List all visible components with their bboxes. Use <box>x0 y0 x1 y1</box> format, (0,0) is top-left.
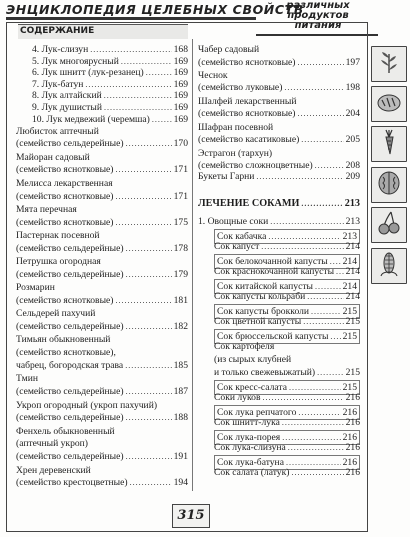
toc-entry-line <box>16 126 188 139</box>
toc-entry <box>32 114 188 127</box>
toc-entry-text: Сок кабачка <box>217 230 267 242</box>
toc-entry-line <box>214 442 360 455</box>
toc-page-number: 214 <box>342 255 357 267</box>
toc-entry <box>198 148 360 174</box>
toc-entry <box>16 465 188 491</box>
toc-entry-text: Сок салата (латук) <box>214 467 290 478</box>
toc-entry <box>16 400 188 426</box>
dot-leader <box>297 108 343 121</box>
toc-entry-text: Сок лука-слизуна <box>214 442 286 453</box>
dot-leader <box>262 392 343 405</box>
toc-page-number: 179 <box>173 268 188 280</box>
toc-entry-text: Сок брюссельской капусты <box>217 330 329 342</box>
walnut-icon <box>375 169 403 202</box>
toc-entry <box>198 171 360 184</box>
section-tab <box>371 207 407 243</box>
toc-entry <box>198 198 360 211</box>
dot-leader <box>270 216 343 229</box>
toc-entry-line <box>16 308 188 321</box>
toc-entry-line <box>16 321 188 334</box>
toc-page-number: 175 <box>173 216 188 228</box>
toc-entry <box>16 282 188 308</box>
column-divider <box>192 39 193 491</box>
toc-entry <box>16 230 188 256</box>
toc-entry-text: (семейство яснотковые) <box>16 216 114 228</box>
toc-page-number: 214 <box>345 241 360 252</box>
toc-entry-text: Тмин <box>16 373 38 384</box>
toc-entry-text: и только свежевыжатый) <box>214 366 316 378</box>
toc-entry-line <box>214 354 360 367</box>
toc-entry-line <box>16 191 188 204</box>
toc-entry-line <box>16 256 188 269</box>
toc-entry <box>214 467 360 480</box>
toc-entry-text: (семейство сельдерейные) <box>16 138 124 150</box>
toc-entry-text: (семейство сельдерейные) <box>16 412 124 424</box>
toc-entry-line <box>16 477 188 490</box>
section-tab <box>371 46 407 82</box>
corn-cob-icon <box>375 250 403 283</box>
dot-leader <box>115 164 171 177</box>
toc-entry-text: 7. Лук-батун <box>32 78 84 90</box>
toc-entry-line <box>16 451 188 464</box>
section-tab <box>371 86 407 122</box>
toc-entry <box>16 152 188 178</box>
toc-entry-line <box>16 386 188 399</box>
toc-entry-line <box>16 412 188 425</box>
toc-entry-line <box>214 266 360 279</box>
toc-entry-text: (из сырых клубней <box>214 353 292 365</box>
toc-entry <box>198 216 360 229</box>
toc-page-number: 216 <box>345 442 360 453</box>
toc-entry-text: (семейство сельдерейные) <box>16 320 124 332</box>
toc-entry <box>214 442 360 455</box>
toc-entry-text: 5. Лук многоярусный <box>32 55 119 67</box>
toc-entry <box>198 44 360 70</box>
toc-entry-text: 8. Лук алтайский <box>32 90 102 102</box>
toc-entry-line <box>16 269 188 282</box>
toc-entry-text: Сок капусты брокколи <box>217 305 310 317</box>
carrot-icon <box>375 128 403 161</box>
toc-page-number: 182 <box>173 320 188 332</box>
toc-entry <box>214 291 360 304</box>
cherries-icon <box>375 209 403 242</box>
dot-leader <box>288 442 344 455</box>
toc-entry-line <box>16 164 188 177</box>
toc-entry-line <box>198 134 360 147</box>
toc-page-number: 191 <box>173 451 188 463</box>
toc-entry <box>16 178 188 204</box>
toc-entry-text: Майоран садовый <box>16 151 90 163</box>
toc-entry-line <box>16 217 188 230</box>
toc-entry-text: Чеснок <box>198 69 228 81</box>
toc-entry-text: (аптечный укроп) <box>16 438 88 450</box>
toc-page-number: 169 <box>173 113 188 125</box>
toc-entry-line <box>16 204 188 217</box>
toc-page-number: 187 <box>173 385 188 397</box>
toc-entry-text: Сок шнитт-лука <box>214 417 280 428</box>
toc-entry-text: (семейство луковые) <box>198 82 283 94</box>
toc-entry-text: Эстрагон (тархун) <box>198 147 273 159</box>
toc-entry-text: Тимьян обыкновенный <box>16 334 111 345</box>
toc-entry <box>16 204 188 230</box>
toc-entry-text: Сок картофеля <box>214 341 275 352</box>
toc-page-number: 215 <box>342 330 357 342</box>
dot-leader <box>126 269 172 282</box>
page-number: 315 <box>172 504 210 528</box>
toc-entry-line <box>214 367 360 380</box>
header-rule <box>6 17 256 20</box>
toc-entry <box>214 392 360 405</box>
toc-page-number: 215 <box>345 366 360 378</box>
toc-entry <box>16 334 188 372</box>
toc-entry-line <box>16 178 188 191</box>
toc-entry-text: Любисток аптечный <box>16 125 99 137</box>
toc-entry-text: Сок капуст <box>214 241 260 252</box>
toc-entry-line <box>198 122 360 135</box>
toc-entry-text: Сок краснокочанной капусты <box>214 266 335 277</box>
toc-entry-text: (семейство яснотковые) <box>16 190 114 202</box>
toc-entry-text: (семейство яснотковые) <box>16 164 114 176</box>
toc-page-number: 169 <box>173 67 188 79</box>
header-title: ЭНЦИКЛОПЕДИЯ ЦЕЛЕБНЫХ СВОЙСТВ <box>6 2 304 17</box>
dot-leader <box>126 138 172 151</box>
toc-entry <box>16 126 188 152</box>
toc-entry-line <box>16 152 188 165</box>
toc-page-number: 171 <box>173 190 188 202</box>
dot-leader <box>125 360 171 373</box>
toc-entry-line <box>16 230 188 243</box>
toc-page-number: 208 <box>345 160 360 172</box>
dot-leader <box>126 321 172 334</box>
section-tab <box>371 126 407 162</box>
toc-entry-text: Сок лука-порея <box>217 431 281 443</box>
toc-entry-line <box>198 82 360 95</box>
toc-entry-text: (семейство касатиковые) <box>198 134 300 146</box>
toc-entry-line <box>16 282 188 295</box>
dot-leader <box>115 191 171 204</box>
toc-entry-line <box>198 216 360 229</box>
dot-leader <box>301 198 342 211</box>
dot-leader <box>336 266 344 279</box>
toc-page-number: 215 <box>342 305 357 317</box>
herb-sprig-icon <box>375 48 403 81</box>
toc-page-number: 216 <box>345 417 360 428</box>
toc-entry-line <box>214 291 360 304</box>
dot-leader <box>301 134 343 147</box>
toc-entry-text: 4. Лук-слизун <box>32 44 89 55</box>
toc-page-number: 169 <box>173 102 188 113</box>
toc-page-number: 205 <box>345 134 360 146</box>
dot-leader <box>297 57 343 70</box>
toc-entry-line <box>214 241 360 254</box>
toc-page-number: 216 <box>342 431 357 443</box>
toc-entry <box>16 256 188 282</box>
toc-entry-text: Сок цветной капусты <box>214 316 302 327</box>
dot-leader <box>256 171 343 184</box>
toc-entry-text: (семейство яснотковые), <box>16 346 116 358</box>
toc-entry-text: Сок белокочанной капусты <box>217 255 328 267</box>
toc-entry-line <box>198 44 360 57</box>
toc-entry-text: (семейство крестоцветные) <box>16 477 128 489</box>
toc-entry-text: Мята перечная <box>16 203 77 215</box>
section-tab <box>371 167 407 203</box>
toc-entry-text: (семейство яснотковые) <box>198 108 296 120</box>
toc-page-number: 169 <box>173 78 188 90</box>
toc-entry-line <box>214 341 360 354</box>
toc-entry-line <box>16 295 188 308</box>
toc-entry-text: (семейство яснотковые) <box>16 294 114 306</box>
toc-page-number: 216 <box>345 392 360 403</box>
toc-entry-line <box>214 392 360 405</box>
toc-entry-text: (семейство сельдерейные) <box>16 268 124 280</box>
toc-entry-line <box>198 96 360 109</box>
header-subtitle-line2: питания <box>294 20 342 31</box>
dot-leader <box>261 241 343 254</box>
toc-entry <box>198 96 360 122</box>
toc-entry-line <box>16 400 188 413</box>
toc-entry-text: Пастернак посевной <box>16 229 100 241</box>
header-subtitle-line1: различных продуктов <box>286 0 350 21</box>
toc-page-number: 198 <box>345 82 360 94</box>
toc-entry-text: 6. Лук шнитт (лук-резанец) <box>32 67 144 79</box>
toc-entry-text: чабрец, богородская трава <box>16 359 124 371</box>
toc-entry <box>198 122 360 148</box>
toc-entry-line <box>16 334 188 347</box>
toc-entry-text: Чабер садовый <box>198 44 260 55</box>
toc-entry-text: Сок капусты кольраби <box>214 291 306 302</box>
dot-leader <box>115 217 171 230</box>
toc-page-number: 169 <box>173 55 188 67</box>
dot-leader <box>130 477 172 490</box>
dot-leader <box>291 467 343 480</box>
toc-entry-text: Фенхель обыкновенный <box>16 425 115 437</box>
dot-leader <box>303 316 343 329</box>
toc-entry-text: Мелисса лекарственная <box>16 177 113 189</box>
toc-entry-text: 10. Лук медвежий (черемша) <box>32 113 150 125</box>
dot-leader <box>126 243 172 256</box>
bread-loaf-icon <box>375 88 403 121</box>
toc-entry-text: ЛЕЧЕНИЕ СОКАМИ <box>198 198 300 209</box>
toc-entry-text: Сок китайской капусты <box>217 280 313 292</box>
toc-entry-text: (семейство яснотковые) <box>198 56 296 68</box>
toc-entry-text: Сок лука репчатого <box>217 406 297 418</box>
toc-page-number: 213 <box>345 215 360 227</box>
toc-page-number: 213 <box>342 230 357 242</box>
dot-leader <box>126 451 172 464</box>
toc-entry-text: Соки луков <box>214 392 261 403</box>
toc-entry-text: (семейство сельдерейные) <box>16 385 124 397</box>
dot-leader <box>126 386 172 399</box>
toc-page-number: 209 <box>345 170 360 182</box>
toc-entry-text: 1. Овощные соки <box>198 215 269 227</box>
toc-entry-line <box>198 198 360 211</box>
toc-page-number: 194 <box>173 477 188 489</box>
toc-entry-line <box>16 138 188 151</box>
toc-entry-line <box>198 108 360 121</box>
toc-entry <box>16 308 188 334</box>
toc-entry-line <box>16 243 188 256</box>
toc-entry-text: (семейство сельдерейные) <box>16 451 124 463</box>
toc-page-number: 216 <box>345 467 360 478</box>
toc-page-number: 216 <box>342 456 357 468</box>
toc-entry-line <box>16 438 188 451</box>
toc-entry-text: Петрушка огородная <box>16 255 101 267</box>
toc-page-number: 171 <box>173 164 188 176</box>
section-tab <box>371 248 407 284</box>
toc-entry-line <box>32 114 188 127</box>
toc-entry-text: Шафран посевной <box>198 121 274 133</box>
toc-page-number: 185 <box>173 359 188 371</box>
toc-entry-text: (семейство сельдерейные) <box>16 242 124 254</box>
toc-entry-text: Сок кресс-салата <box>217 381 288 393</box>
toc-entry-text: Букеты Гарни <box>198 170 255 182</box>
toc-page-number: 215 <box>345 316 360 327</box>
dot-leader <box>284 82 343 95</box>
toc-entry <box>16 373 188 399</box>
toc-page-number: 214 <box>342 280 357 292</box>
toc-entry <box>214 341 360 379</box>
toc-entry-line <box>198 171 360 184</box>
toc-entry-text: Шалфей лекарственный <box>198 95 297 107</box>
toc-entry-text: 9. Лук душистый <box>32 102 102 113</box>
toc-page-number: 214 <box>345 291 360 302</box>
toc-page-number: 204 <box>345 108 360 120</box>
toc-entry-line <box>198 70 360 83</box>
dot-leader <box>152 114 172 127</box>
dot-leader <box>317 367 343 380</box>
toc-page-number: 178 <box>173 242 188 254</box>
toc-entry <box>214 417 360 430</box>
toc-page-number: 188 <box>173 412 188 424</box>
toc-page-number: 181 <box>173 294 188 306</box>
toc-entry <box>214 316 360 329</box>
toc-page-number: 169 <box>173 90 188 102</box>
dot-leader <box>282 417 344 430</box>
toc-entry-line <box>16 347 188 360</box>
toc-entry-text: Хрен деревенский <box>16 464 91 476</box>
toc-entry-text: Укроп огородный (укроп пахучий) <box>16 399 158 411</box>
toc-entry-line <box>16 426 188 439</box>
toc-entry <box>198 70 360 96</box>
toc-entry-line <box>198 57 360 70</box>
toc-entry <box>214 241 360 254</box>
toc-label: СОДЕРЖАНИЕ <box>20 26 95 36</box>
toc-entry-text: Сок лука-батуна <box>217 456 284 468</box>
toc-entry-line <box>214 316 360 329</box>
dot-leader <box>307 291 343 304</box>
dot-leader <box>115 295 171 308</box>
toc-page-number: 170 <box>173 138 188 150</box>
toc-entry-line <box>198 148 360 161</box>
toc-entry-line <box>214 417 360 430</box>
toc-entry-line <box>16 465 188 478</box>
toc-page-number: 214 <box>345 266 360 277</box>
toc-page-number: 168 <box>173 44 188 55</box>
toc-entry-text: (семейство сложноцветные) <box>198 160 313 172</box>
toc-entry <box>16 426 188 464</box>
dot-leader <box>126 412 172 425</box>
toc-page-number: 215 <box>342 381 357 393</box>
toc-entry-text: Сельдерей пахучий <box>16 307 96 319</box>
toc-page-number: 197 <box>345 56 360 68</box>
toc-page-number: 213 <box>344 198 360 209</box>
toc-entry <box>214 266 360 279</box>
toc-page-number: 216 <box>342 406 357 418</box>
toc-entry-text: Розмарин <box>16 281 55 293</box>
toc-entry-line <box>16 360 188 373</box>
toc-entry-line <box>16 373 188 386</box>
toc-entry-line <box>214 467 360 480</box>
